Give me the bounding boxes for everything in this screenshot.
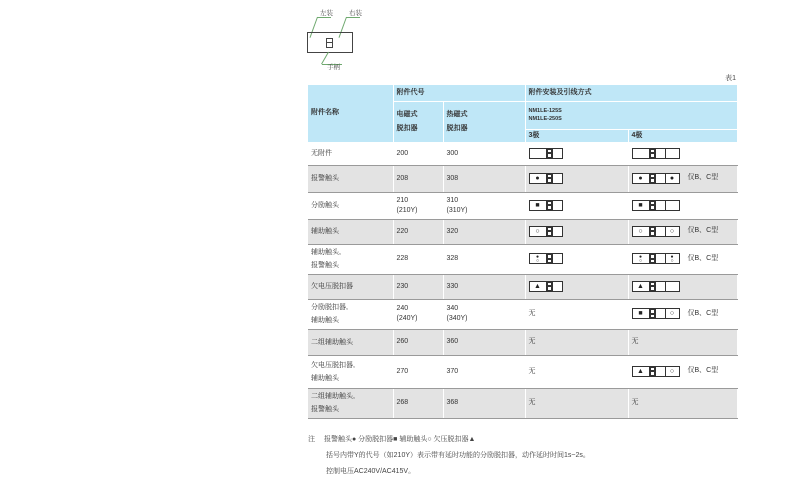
header-accessory-code: 附件代号 <box>393 85 525 101</box>
pole-slot <box>655 227 665 236</box>
thermal-release-code: 360 <box>443 329 525 355</box>
handle-mark <box>650 254 654 263</box>
p4-wiring-symbol <box>632 173 680 184</box>
table-row <box>308 329 737 355</box>
table-row <box>308 274 737 299</box>
accessory-mark <box>530 254 546 263</box>
magnetic-release-code: 200 <box>393 142 443 165</box>
right-mount-label: 右装 <box>349 10 362 17</box>
table-row <box>308 299 737 329</box>
p3-wiring-symbol <box>529 173 563 184</box>
handle-mark <box>650 174 654 183</box>
four-pole-cell <box>628 219 737 244</box>
magnetic-release-code: 210 (210Y) <box>393 192 443 219</box>
magnetic-release-code: 228 <box>393 244 443 274</box>
left-leader-tick <box>317 17 331 18</box>
p3-wiring-symbol <box>529 253 563 264</box>
thermal-release-code: 310 (310Y) <box>443 192 525 219</box>
four-pole-cell <box>628 274 737 299</box>
magnetic-release-code: 260 <box>393 329 443 355</box>
four-pole-cell <box>628 165 737 192</box>
note-label: 注 <box>308 436 315 443</box>
accessory-name: 二组辅助触头 <box>308 329 393 355</box>
left-mount-label: 左装 <box>320 10 333 17</box>
pole-slot <box>552 201 562 210</box>
accessory-mark-glyph: ○ <box>669 227 675 235</box>
p4-wiring-symbol <box>632 308 680 319</box>
handle-mark <box>547 254 551 263</box>
accessory-mark <box>530 201 546 210</box>
accessory-mark <box>633 201 649 210</box>
handle-mark <box>547 149 551 158</box>
accessory-mark-glyph: ▲ <box>534 282 541 290</box>
accessory-mark-glyph: ○ <box>669 310 675 318</box>
not-available-text: 无 <box>631 399 639 406</box>
p4-wiring-symbol <box>632 366 680 377</box>
handle-mark <box>650 201 654 210</box>
accessory-name: 欠电压脱扣器, 辅助触头 <box>308 355 393 388</box>
accessory-mark <box>530 174 546 183</box>
type-restriction-note: 仅B、C型 <box>687 309 719 317</box>
note-line-3: 控制电压AC240V/AC415V。 <box>326 468 416 475</box>
three-pole-cell <box>525 299 628 329</box>
not-available-text: 无 <box>528 367 536 375</box>
three-pole-cell <box>525 142 628 165</box>
table-row <box>308 142 737 165</box>
accessory-mark <box>633 174 649 183</box>
header-model-names: NM1LE-125S NM1LE-250S <box>525 101 737 129</box>
accessory-mark-glyph: ● ○ <box>535 253 540 264</box>
accessory-name: 辅助触头 <box>308 219 393 244</box>
handle-mark <box>547 282 551 291</box>
not-available-text: 无 <box>528 338 536 345</box>
thermal-release-code: 370 <box>443 355 525 388</box>
accessory-name: 二组辅助触头, 报警触头 <box>308 388 393 418</box>
table-row <box>308 192 737 219</box>
p4-wiring-symbol <box>632 148 680 159</box>
handle-mark <box>547 227 551 236</box>
thermal-release-code: 320 <box>443 219 525 244</box>
pole-slot <box>655 367 665 376</box>
four-pole-cell <box>628 192 737 219</box>
accessory-mark-glyph: ○ <box>535 227 540 235</box>
accessory-mark <box>665 309 679 318</box>
pole-slot <box>655 201 665 210</box>
pole-slot <box>552 227 562 236</box>
accessory-mark-glyph: ■ <box>535 201 540 209</box>
not-available-text: 无 <box>528 310 536 317</box>
header-install-wiring: 附件安装及引线方式 <box>525 85 737 101</box>
table-row <box>308 244 737 274</box>
accessory-mark-glyph: ○ <box>638 227 643 235</box>
thermal-release-code: 300 <box>443 142 525 165</box>
handle-mark <box>650 367 654 376</box>
accessory-mark <box>633 367 649 376</box>
magnetic-release-code: 240 (240Y) <box>393 299 443 329</box>
pole-slot <box>552 282 562 291</box>
table-row <box>308 165 737 192</box>
four-pole-cell <box>628 355 737 388</box>
pole-slot <box>552 174 562 183</box>
magnetic-release-code: 230 <box>393 274 443 299</box>
p3-wiring-symbol <box>529 200 563 211</box>
handle-label: 手柄 <box>327 64 340 71</box>
accessory-mark-glyph: ○ <box>669 367 675 375</box>
accessory-mark-glyph: ▲ <box>637 282 644 290</box>
thermal-release-code: 308 <box>443 165 525 192</box>
p3-wiring-symbol <box>529 148 563 159</box>
p4-wiring-symbol <box>632 253 680 264</box>
accessory-name: 欠电压脱扣器 <box>308 274 393 299</box>
note-line-2: 括号内带Y的代号（如210Y）表示带有延时功能的分励脱扣器，动作延时时间1s~2s。 <box>326 452 590 459</box>
three-pole-cell <box>525 244 628 274</box>
accessory-mark-glyph: ■ <box>638 201 643 209</box>
pole-slot <box>655 282 665 291</box>
handle-mark <box>650 309 654 318</box>
three-pole-cell <box>525 329 628 355</box>
magnetic-release-code: 220 <box>393 219 443 244</box>
p3-wiring-symbol <box>529 281 563 292</box>
pole-slot <box>530 149 546 158</box>
accessory-mark <box>530 227 546 236</box>
handle-box <box>326 38 333 48</box>
not-available-text: 无 <box>631 338 639 345</box>
accessory-name: 报警触头 <box>308 165 393 192</box>
pole-slot <box>552 254 562 263</box>
mounting-legend-diagram <box>300 6 380 72</box>
accessory-mark <box>665 367 679 376</box>
accessory-mark <box>633 309 649 318</box>
header-3-pole: 3极 <box>525 129 628 142</box>
header-4-pole: 4极 <box>628 129 737 142</box>
accessory-name: 辅助触头, 报警触头 <box>308 244 393 274</box>
not-available-text: 无 <box>528 399 536 406</box>
table-row <box>308 355 737 388</box>
accessory-mark-glyph: ● <box>535 174 540 182</box>
accessory-mark <box>665 174 679 183</box>
p4-wiring-symbol <box>632 281 680 292</box>
handle-mark <box>650 227 654 236</box>
pole-slot <box>633 149 649 158</box>
magnetic-release-code: 268 <box>393 388 443 418</box>
accessory-mark <box>633 254 649 263</box>
four-pole-cell <box>628 244 737 274</box>
accessory-mark-glyph: ● <box>638 174 643 182</box>
pole-slot <box>665 282 679 291</box>
header-accessory-name: 附件名称 <box>308 85 393 142</box>
handle-mark <box>650 282 654 291</box>
three-pole-cell <box>525 219 628 244</box>
four-pole-cell <box>628 388 737 418</box>
type-restriction-note: 仅B、C型 <box>687 367 719 375</box>
type-restriction-note: 仅B、C型 <box>687 174 719 182</box>
accessory-mark <box>633 227 649 236</box>
note-symbol-legend: 报警触头● 分励脱扣器■ 辅助触头○ 欠压脱扣器▲ <box>324 436 476 443</box>
thermal-release-code: 368 <box>443 388 525 418</box>
type-restriction-note: 仅B、C型 <box>687 254 719 262</box>
pole-slot <box>665 201 679 210</box>
thermal-release-code: 340 (340Y) <box>443 299 525 329</box>
accessory-mark-glyph: ▲ <box>637 367 644 375</box>
magnetic-release-code: 208 <box>393 165 443 192</box>
table-row <box>308 388 737 418</box>
table-row <box>308 219 737 244</box>
three-pole-cell <box>525 274 628 299</box>
table-number: 表1 <box>725 75 736 82</box>
p3-wiring-symbol <box>529 226 563 237</box>
accessory-name: 分励脱扣器, 辅助触头 <box>308 299 393 329</box>
four-pole-cell <box>628 329 737 355</box>
accessory-mark-glyph: ■ <box>638 310 643 318</box>
three-pole-cell <box>525 355 628 388</box>
accessory-mark <box>633 282 649 291</box>
handle-mark <box>547 174 551 183</box>
pole-slot <box>655 149 665 158</box>
pole-slot <box>655 254 665 263</box>
accessory-table <box>308 85 738 419</box>
accessory-mark <box>665 227 679 236</box>
accessory-name: 分励触头 <box>308 192 393 219</box>
accessory-mark <box>530 282 546 291</box>
accessory-mark-glyph: ● ○ <box>638 253 643 264</box>
pole-slot <box>552 149 562 158</box>
four-pole-cell <box>628 299 737 329</box>
pole-slot <box>665 149 679 158</box>
accessory-mark-glyph: ● ○ <box>670 253 674 264</box>
three-pole-cell <box>525 388 628 418</box>
p4-wiring-symbol <box>632 226 680 237</box>
accessory-name: 无附件 <box>308 142 393 165</box>
three-pole-cell <box>525 165 628 192</box>
pole-slot <box>655 309 665 318</box>
four-pole-cell <box>628 142 737 165</box>
accessory-mark-glyph: ● <box>669 174 675 182</box>
p4-wiring-symbol <box>632 200 680 211</box>
type-restriction-note: 仅B、C型 <box>687 227 719 235</box>
handle-mark <box>547 201 551 210</box>
table-notes <box>308 434 728 476</box>
handle-mark <box>650 149 654 158</box>
header-thermal-magnetic-release: 热磁式 脱扣器 <box>443 101 525 142</box>
magnetic-release-code: 270 <box>393 355 443 388</box>
pole-slot <box>655 174 665 183</box>
three-pole-cell <box>525 192 628 219</box>
thermal-release-code: 330 <box>443 274 525 299</box>
accessory-mark <box>665 254 679 263</box>
handle-divider <box>326 42 333 43</box>
header-magnetic-release: 电磁式 脱扣器 <box>393 101 443 142</box>
thermal-release-code: 328 <box>443 244 525 274</box>
note-line-1 <box>308 434 728 444</box>
right-leader-tick <box>346 17 360 18</box>
